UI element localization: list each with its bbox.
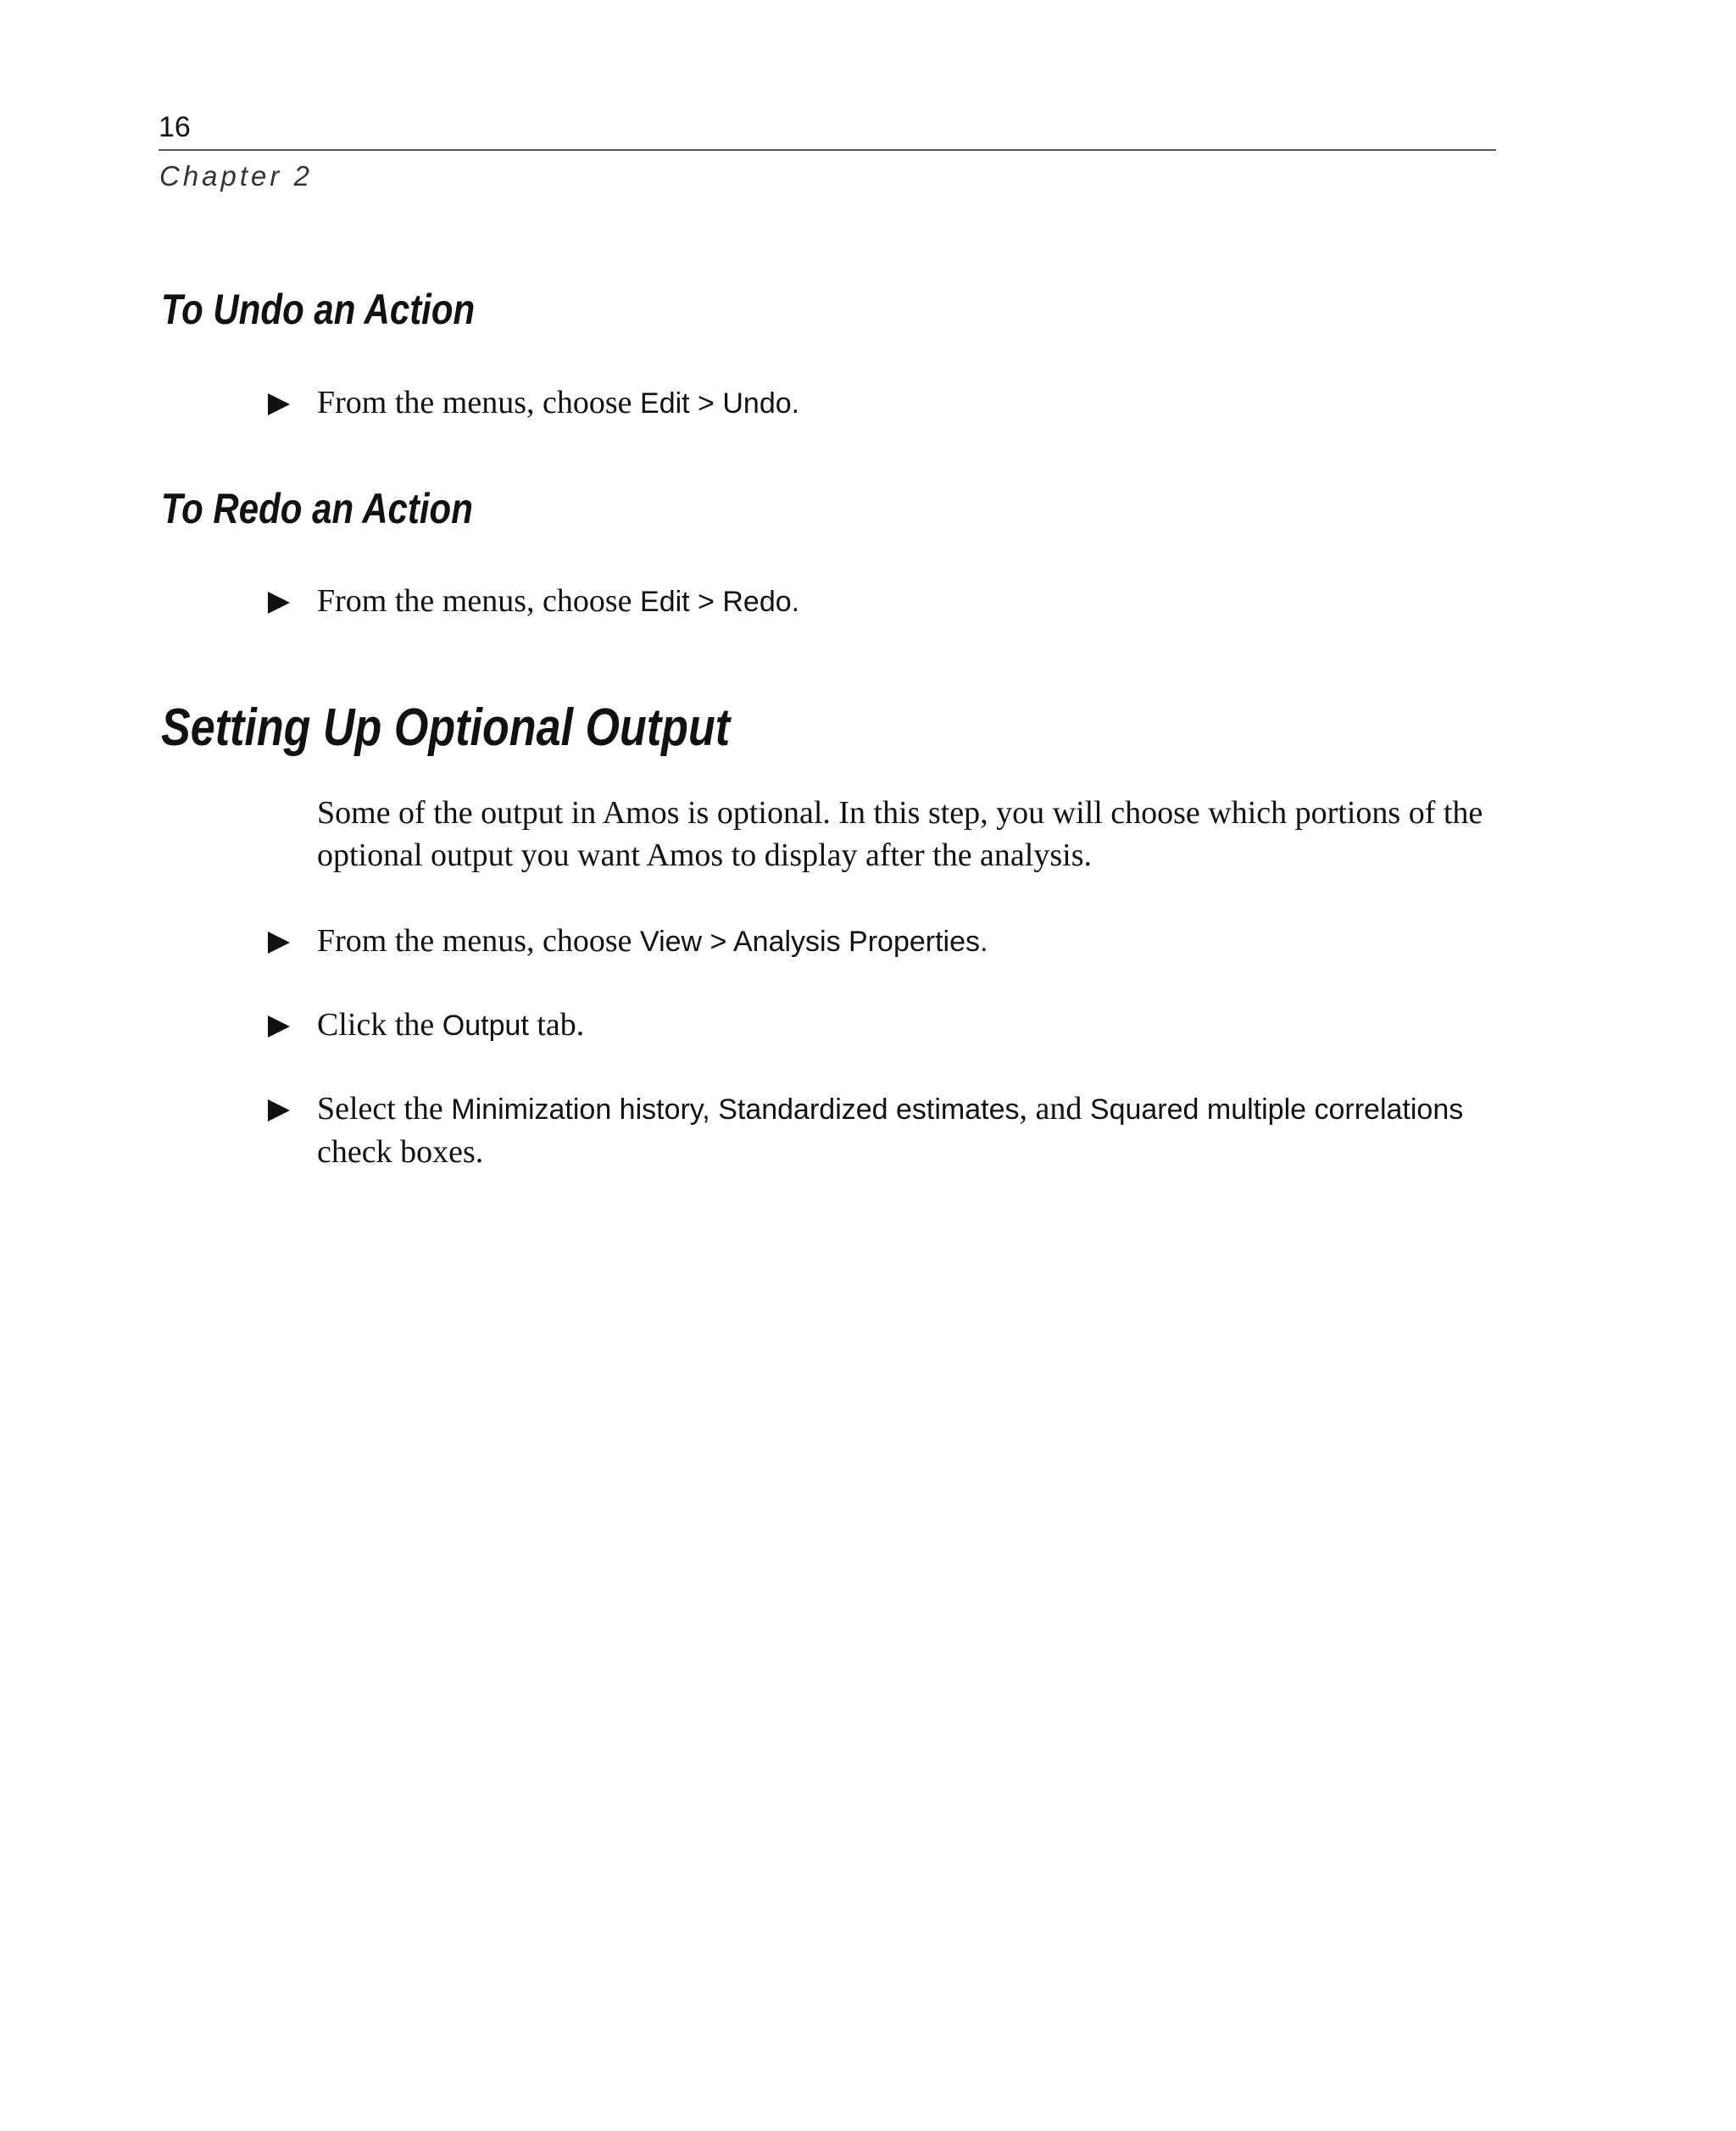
minimization-history-option: Minimization history	[451, 1093, 703, 1126]
output-step-2-text	[317, 1004, 1504, 1047]
output-step-2-prefix: Click the	[317, 1007, 442, 1043]
undo-menu-label: Edit	[640, 387, 690, 420]
output-tab-label: Output	[442, 1010, 529, 1042]
option-separator: ,	[702, 1093, 719, 1126]
analysis-properties-item: Analysis Properties	[732, 926, 980, 958]
bullet-arrow-icon	[268, 1099, 290, 1121]
bullet-arrow-icon	[268, 1015, 290, 1038]
undo-step-prefix: From the menus, choose	[317, 385, 641, 420]
output-section-heading: Setting Up Optional Output	[161, 698, 731, 757]
redo-menu-label: Edit	[640, 586, 690, 618]
option-separator-and: , and	[1019, 1091, 1090, 1127]
redo-menu-item: Redo	[722, 586, 792, 618]
output-step-3-suffix: check boxes.	[317, 1134, 484, 1170]
bullet-arrow-icon	[268, 592, 290, 614]
chapter-label: Chapter 2	[159, 160, 313, 192]
step-suffix: .	[980, 926, 988, 958]
redo-step-text	[317, 580, 1504, 623]
menu-separator: >	[689, 387, 723, 420]
output-step-1-text	[317, 920, 1504, 963]
output-step-2-suffix: tab.	[528, 1007, 585, 1043]
menu-separator: >	[689, 586, 723, 618]
redo-heading: To Redo an Action	[161, 485, 473, 532]
output-step-1-prefix: From the menus, choose	[317, 923, 641, 959]
undo-heading: To Undo an Action	[161, 286, 476, 333]
step-suffix: .	[791, 387, 800, 420]
undo-step-text	[317, 381, 1504, 425]
undo-menu-item: Undo	[722, 387, 792, 420]
redo-step-prefix: From the menus, choose	[317, 583, 641, 619]
header-rule	[159, 149, 1496, 151]
menu-separator: >	[702, 926, 733, 958]
page-number: 16	[159, 111, 191, 143]
output-intro-paragraph: Some of the output in Amos is optional. In this step, you will choose which portions of the optional output you want Amos to display after the analysis.	[317, 795, 1483, 873]
bullet-arrow-icon	[268, 393, 290, 415]
view-menu-label: View	[640, 926, 703, 958]
squared-multiple-correlations-option: Squared multiple correlations	[1089, 1093, 1464, 1126]
output-step-3-text	[317, 1088, 1504, 1173]
step-suffix: .	[791, 586, 800, 618]
bullet-arrow-icon	[268, 932, 290, 954]
output-step-3-prefix: Select the	[317, 1091, 452, 1127]
standardized-estimates-option: Standardized estimates	[718, 1093, 1020, 1126]
